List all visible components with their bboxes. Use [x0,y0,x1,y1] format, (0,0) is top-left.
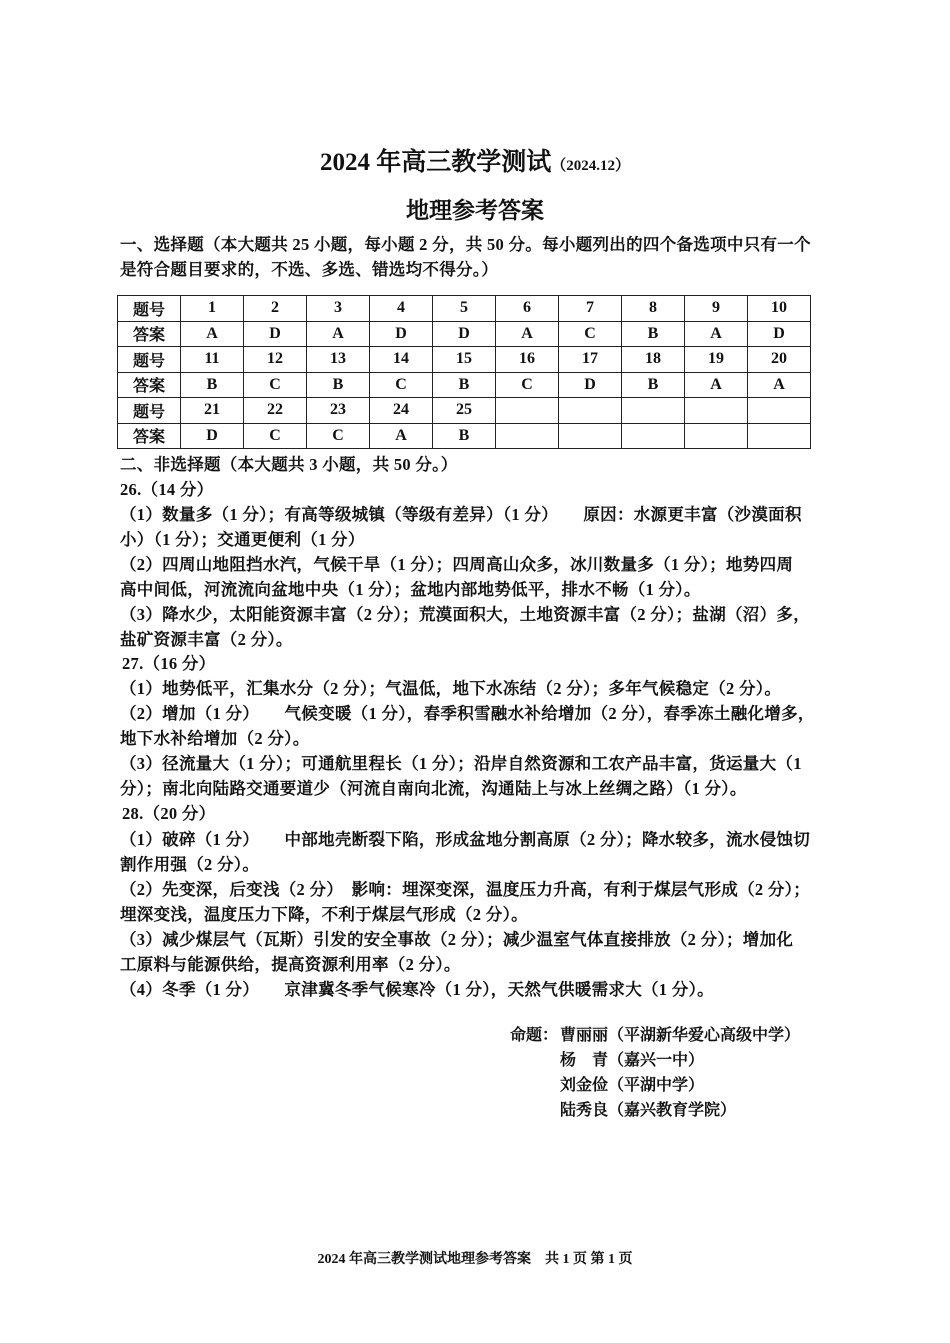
answer-line: （2）增加（1 分） 气候变暖（1 分），春季积雪融水补给增加（2 分），春季冻土融化增多， [120,704,815,723]
answer-table [117,295,811,449]
question-number [622,398,685,424]
question-number: 7 [559,296,622,322]
answer-cell: D [559,372,622,398]
section2-heading: 二、非选择题（本大题共 3 小题，共 50 分。） [120,455,458,474]
table-row [118,296,811,322]
question-number: 4 [370,296,433,322]
question-number: 3 [307,296,370,322]
answer-line: （2）四周山地阻挡水汽，气候干旱（1 分）；四周高山众多，冰川数量多（1 分）；地势四周 [120,555,794,574]
question-number: 12 [244,347,307,373]
answer-line: 工原料与能源供给，提高资源利用率（2 分）。 [120,955,461,974]
page-subtitle: 地理参考答案 [406,198,544,223]
question-number: 19 [685,347,748,373]
answer-line: （1）数量多（1 分）；有高等级城镇（等级有差异）（1 分） 原因：水源更丰富（沙漠面积 [120,505,802,524]
question-number: 18 [622,347,685,373]
credit-name: 刘金俭（平湖中学） [560,1077,705,1094]
table-row [118,372,811,398]
answer-cell [622,423,685,449]
answer-line: 27.（16 分） [122,654,216,673]
row-label: 答案 [118,321,181,347]
question-number: 1 [181,296,244,322]
answer-line: 分）；南北向陆路交通要道少（河流自南向北流，沟通陆上与冰上丝绸之路）（1 分）。 [120,779,747,798]
table-row [118,423,811,449]
answer-cell: C [244,372,307,398]
answer-line: 高中间低，河流流向盆地中央（1 分）；盆地内部地势低平，排水不畅（1 分）。 [120,580,701,599]
answer-cell: B [307,372,370,398]
answer-line: 盐矿资源丰富（2 分）。 [120,630,293,649]
answer-cell: D [370,321,433,347]
answer-cell: A [496,321,559,347]
answer-line: 埋深变浅，温度压力下降，不利于煤层气形成（2 分）。 [120,905,528,924]
answer-cell: B [433,423,496,449]
question-number: 21 [181,398,244,424]
answer-cell: D [748,321,811,347]
answer-cell: C [307,423,370,449]
answer-line: （4）冬季（1 分） 京津冀冬季气候寒冷（1 分），天然气供暖需求大（1 分）。 [120,980,714,999]
answer-line: （3）降水少，太阳能资源丰富（2 分）；荒漠面积大，土地资源丰富（2 分）；盐湖（沼）多， [120,605,810,624]
row-label: 答案 [118,372,181,398]
question-number: 11 [181,347,244,373]
answer-cell [496,423,559,449]
row-label: 题号 [118,347,181,373]
answer-line: （1）破碎（1 分） 中部地壳断裂下陷，形成盆地分割高原（2 分）；降水较多，流水侵蚀切 [120,830,810,849]
question-number [748,398,811,424]
answer-line: 地下水补给增加（2 分）。 [120,729,310,748]
question-number: 6 [496,296,559,322]
question-number: 5 [433,296,496,322]
answer-cell: A [748,372,811,398]
question-number [559,398,622,424]
question-number [496,398,559,424]
answer-cell: D [244,321,307,347]
question-number: 24 [370,398,433,424]
row-label: 题号 [118,296,181,322]
question-number: 15 [433,347,496,373]
row-label: 答案 [118,423,181,449]
table-row [118,347,811,373]
answer-cell: A [370,423,433,449]
answer-line: 26.（14 分） [120,480,214,499]
question-number: 10 [748,296,811,322]
credit-name: 陆秀良（嘉兴教育学院） [560,1102,737,1119]
answer-cell [559,423,622,449]
answer-cell: A [181,321,244,347]
answer-cell: C [496,372,559,398]
row-label: 题号 [118,398,181,424]
answer-line: （3）径流量大（1 分）；可通航里程长（1 分）；沿岸自然资源和工农产品丰富，货运量大（1 [120,754,802,773]
answer-line: 割作用强（2 分）。 [120,855,260,874]
answer-cell: A [307,321,370,347]
answer-cell [685,423,748,449]
question-number: 2 [244,296,307,322]
question-number: 17 [559,347,622,373]
question-number: 9 [685,296,748,322]
answer-cell: A [685,321,748,347]
question-number [685,398,748,424]
answer-cell: B [622,372,685,398]
section1-heading: 一、选择题（本大题共 25 小题，每小题 2 分，共 50 分。每小题列出的四个备选项中只有一个 [120,235,811,254]
answer-cell: C [370,372,433,398]
answer-cell: C [559,321,622,347]
question-number: 22 [244,398,307,424]
answer-cell: C [244,423,307,449]
answer-cell: A [685,372,748,398]
answer-cell: B [622,321,685,347]
answer-cell: D [181,423,244,449]
answer-cell [748,423,811,449]
question-number: 23 [307,398,370,424]
answer-cell: B [181,372,244,398]
question-number: 8 [622,296,685,322]
answer-line: （3）减少煤层气（瓦斯）引发的安全事故（2 分）；减少温室气体直接排放（2 分）；增加化 [120,930,794,949]
page-footer: 2024 年高三教学测试地理参考答案 共 1 页 第 1 页 [317,1252,633,1267]
answer-line: 小）（1 分）；交通更便利（1 分） [120,530,365,549]
credits-label: 命题： [510,1027,559,1044]
credit-name: 曹丽丽（平湖新华爱心高级中学） [560,1027,801,1044]
answer-line: （2）先变深，后变浅（2 分） 影响：埋深变深，温度压力升高，有利于煤层气形成（2 分）； [120,880,810,899]
question-number: 13 [307,347,370,373]
question-number: 14 [370,347,433,373]
answer-line: 28.（20 分） [122,804,216,823]
table-row [118,321,811,347]
answer-cell: B [433,372,496,398]
question-number: 20 [748,347,811,373]
credit-name: 杨 青（嘉兴一中） [560,1052,705,1069]
question-number: 16 [496,347,559,373]
table-row [118,398,811,424]
title-text: 2024 年高三教学测试 [319,149,552,176]
page-title [0,142,950,178]
title-date: （2024.12） [551,158,631,174]
answer-cell: D [433,321,496,347]
section1-heading-cont: 是符合题目要求的，不选、多选、错选均不得分。） [120,260,499,279]
answer-line: （1）地势低平，汇集水分（2 分）；气温低，地下水冻结（2 分）；多年气候稳定（2 分）。 [120,679,782,698]
question-number: 25 [433,398,496,424]
